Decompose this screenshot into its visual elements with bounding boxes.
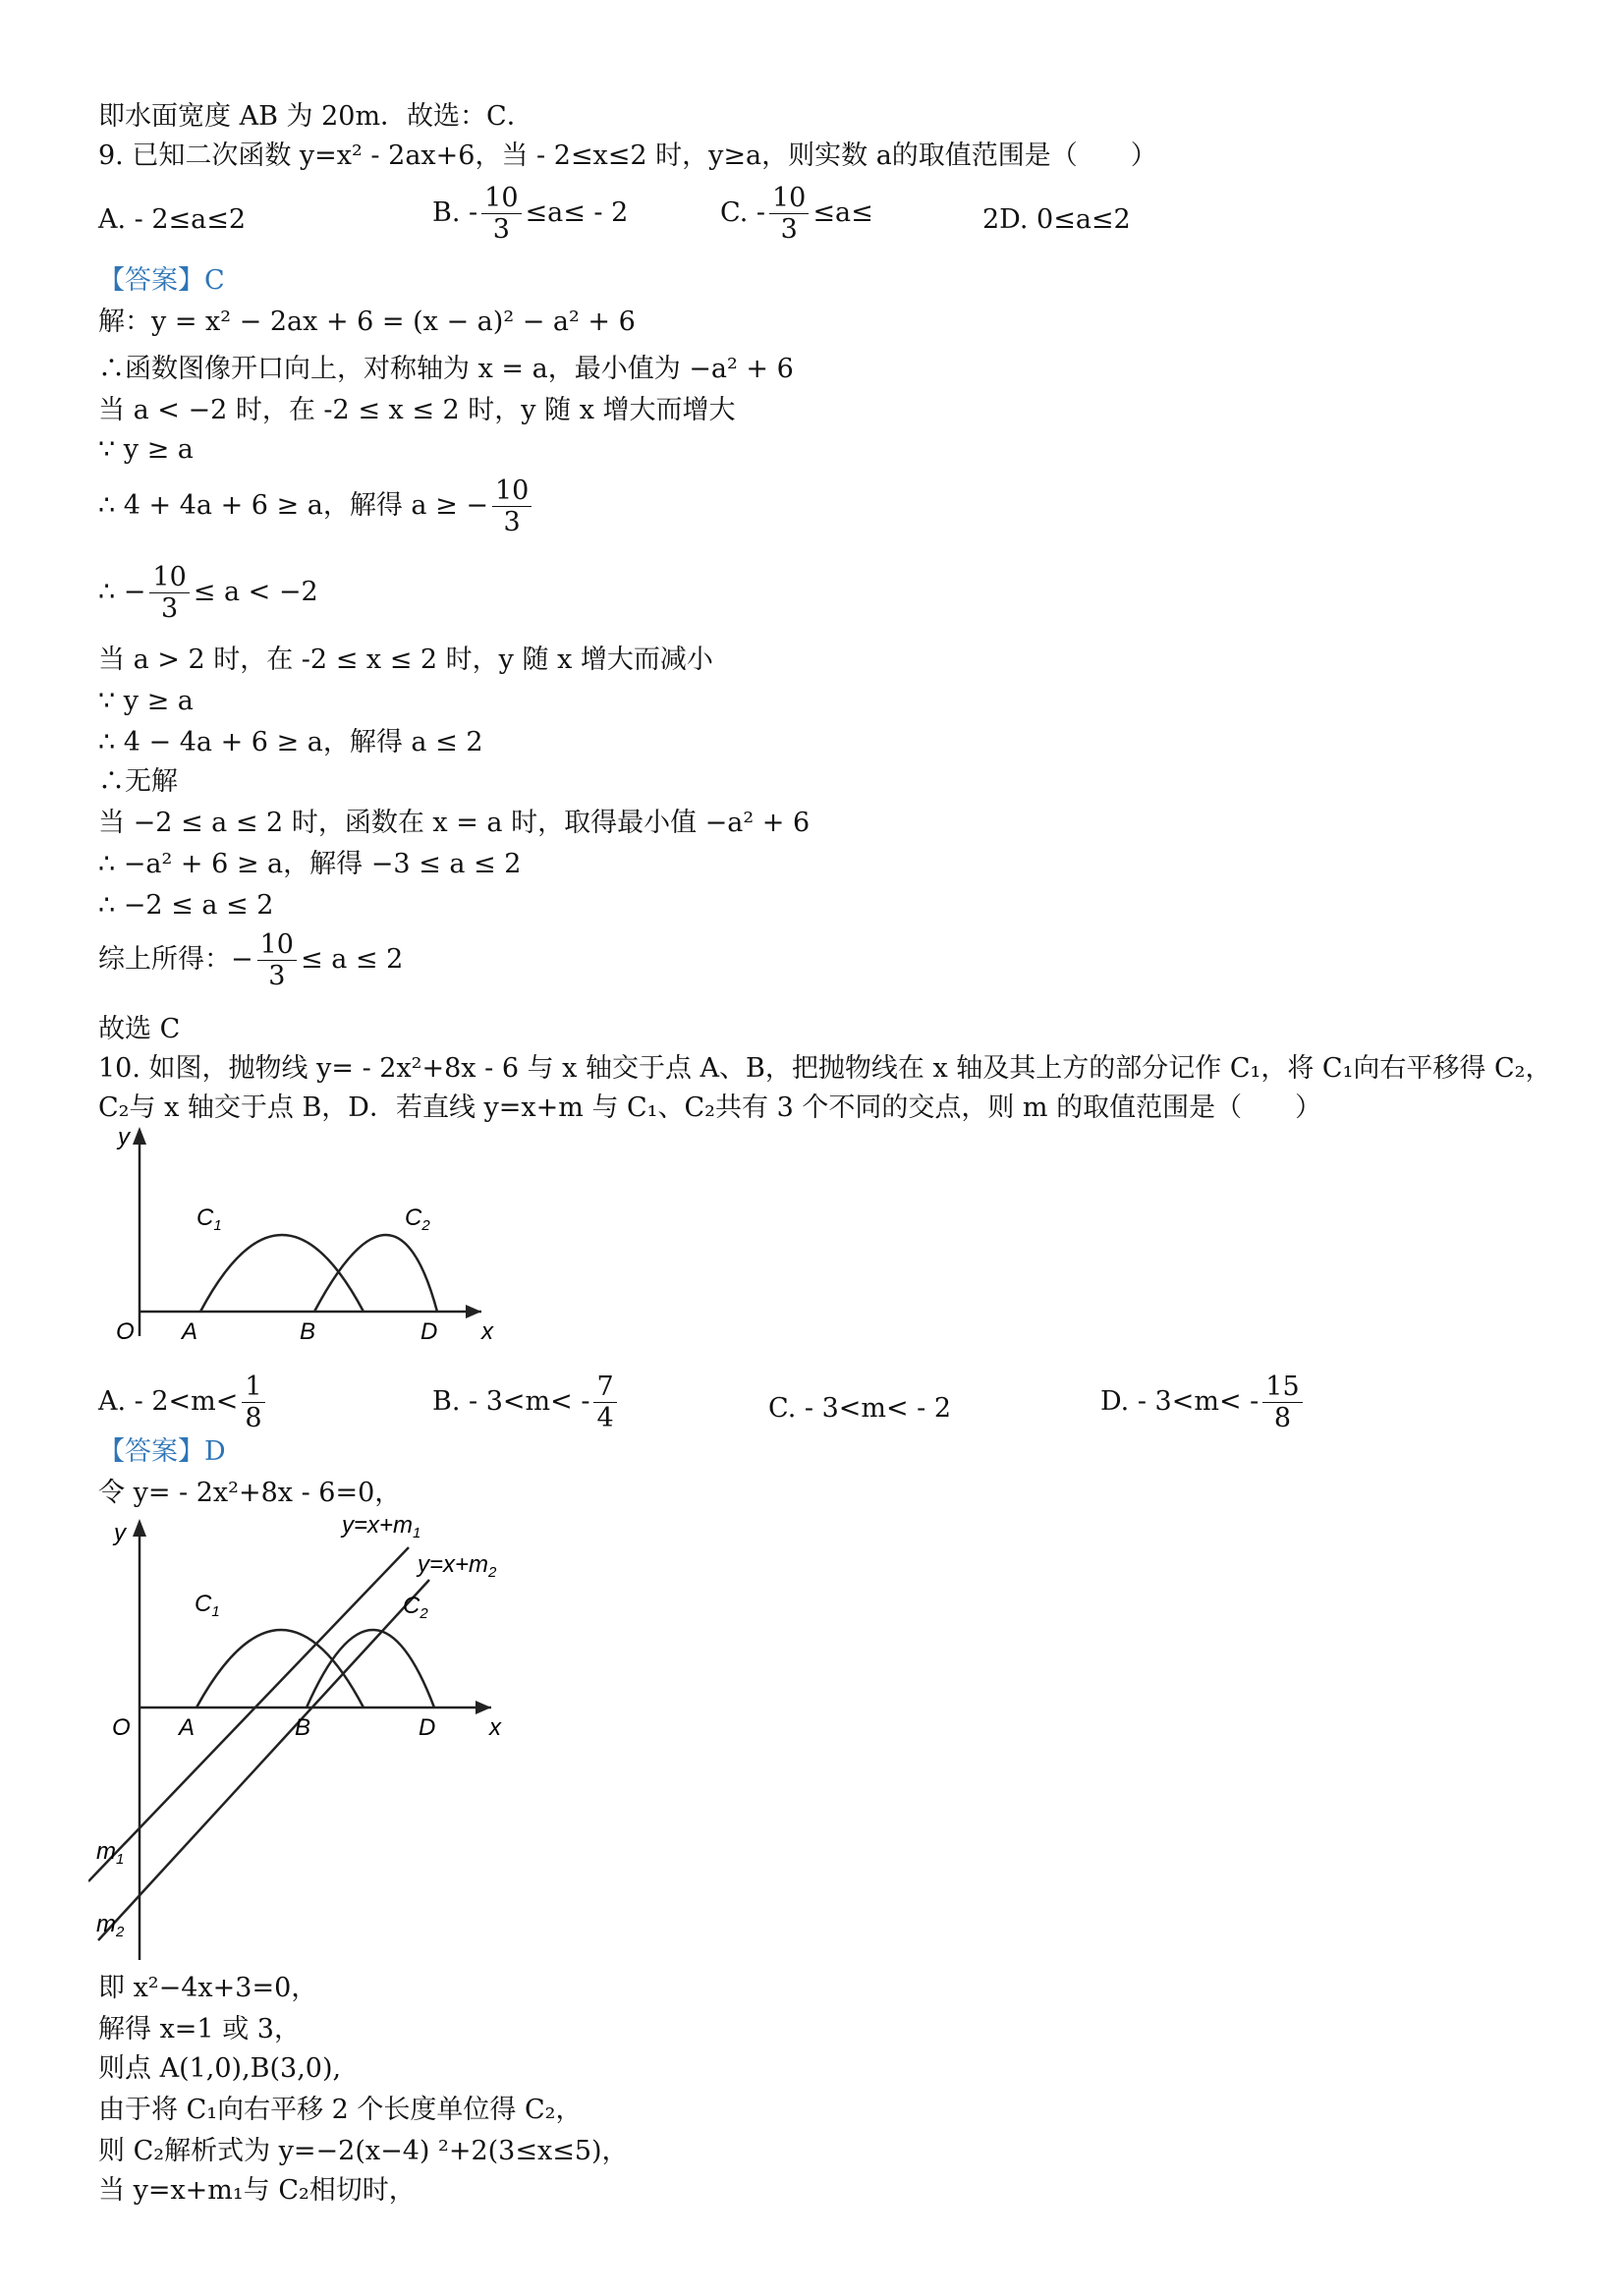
question-10-cont: C₂与 x 轴交于点 B，D．若直线 y=x+m 与 C₁、C₂共有 3 个不同的交点，则 m 的取值范围是（ ）: [98, 1092, 1322, 1123]
point-d-label: D: [419, 1714, 436, 1741]
solution-text: ≤ a ≤ 2: [300, 944, 404, 976]
solution-line: 令 y= - 2x²+8x - 6=0，: [98, 1478, 402, 1508]
solution-line: [98, 476, 535, 537]
solution-line: ∵ y ≥ a: [98, 686, 194, 716]
fraction: $\frac{10}{3}$: [481, 183, 521, 245]
solution-line: 当 y=x+m₁与 C₂相切时，: [98, 2175, 416, 2206]
option-a: A. - 2≤a≤2: [98, 204, 247, 235]
solution-line: 则 C₂解析式为 y=−2(x−4) ²+2(3≤x≤5)，: [98, 2136, 629, 2166]
c2-label: $C_2$: [403, 1593, 428, 1622]
solution-text: 综上所得：−: [98, 944, 253, 976]
fraction: $\frac{1}{8}$: [242, 1372, 264, 1433]
solution-line: 即 x²−4x+3=0，: [98, 1973, 318, 2003]
option-d-text: D. - 3<m< -: [1100, 1386, 1259, 1418]
solution-text: ∴ −: [98, 577, 146, 608]
fraction: $\frac{7}{4}$: [593, 1372, 616, 1433]
solution-line: 当 −2 ≤ a ≤ 2 时，函数在 x = a 时，取得最小值 −a² + 6: [98, 808, 811, 838]
solution-line: 当 a < −2 时，在 -2 ≤ x ≤ 2 时，y 随 x 增大而增大: [98, 395, 736, 425]
point-b-label: B: [300, 1318, 316, 1345]
fraction: $\frac{15}{8}$: [1262, 1372, 1302, 1433]
option-c-suffix: ≤a≤: [812, 197, 873, 229]
solution-text: ∴ 4 + 4a + 6 ≥ a，解得 a ≥ −: [98, 490, 488, 522]
point-b-label: B: [295, 1714, 311, 1741]
fraction: $\frac{10}{3}$: [257, 929, 297, 991]
line-m1: [88, 1547, 409, 1881]
origin-label: O: [112, 1714, 131, 1741]
solution-text: ≤ a < −2: [193, 577, 318, 608]
solution-line: [98, 929, 403, 991]
option-b: [432, 1372, 621, 1433]
point-d-label: D: [420, 1318, 438, 1345]
solution-line: 解得 x=1 或 3，: [98, 2014, 301, 2044]
question-10: 10. 如图，抛物线 y= - 2x²+8x - 6 与 x 轴交于点 A、B，把抛物线在 x 轴及其上方的部分记作 C₁，将 C₁向右平移得 C₂，: [98, 1053, 1552, 1084]
x-axis-label: x: [489, 1714, 501, 1741]
solution-line: ∴函数图像开口向上，对称轴为 x = a，最小值为 −a² + 6: [98, 354, 794, 384]
c1-label: $C_1$: [196, 1204, 222, 1234]
solution-line: 解：y = x² − 2ax + 6 = (x − a)² − a² + 6: [98, 307, 636, 337]
option-c-prefix: C. -: [720, 197, 765, 229]
solution-line: [98, 562, 318, 624]
x-axis-label: x: [481, 1318, 493, 1345]
figure-tangent-lines: [88, 1503, 540, 1965]
fraction: $\frac{10}{3}$: [492, 476, 532, 537]
solution-line: ∴ 4 − 4a + 6 ≥ a，解得 a ≤ 2: [98, 727, 483, 757]
line-m2-label: $y=x+m_2$: [418, 1551, 497, 1581]
option-b: [432, 183, 628, 245]
option-b-prefix: B. -: [432, 197, 478, 229]
solution-line: 当 a > 2 时，在 -2 ≤ x ≤ 2 时，y 随 x 增大而减小: [98, 644, 713, 675]
answer-label-9: 【答案】C: [98, 265, 225, 296]
c2-label: $C_2$: [405, 1204, 430, 1234]
m2-label: $m_2$: [96, 1911, 125, 1940]
c2-curve: [314, 1235, 437, 1312]
m1-label: $m_1$: [96, 1838, 125, 1868]
solution-line: ∵ y ≥ a: [98, 434, 194, 465]
option-c: C. - 3<m< - 2: [768, 1393, 952, 1424]
fraction: $\frac{10}{3}$: [769, 183, 809, 245]
solution-line: 故选 C: [98, 1014, 181, 1044]
y-axis-label: y: [114, 1520, 126, 1546]
option-d: 2D. 0≤a≤2: [982, 204, 1131, 235]
option-b-text: B. - 3<m< -: [432, 1386, 590, 1418]
solution-line: ∴ −2 ≤ a ≤ 2: [98, 890, 274, 921]
option-b-suffix: ≤a≤ - 2: [525, 197, 629, 229]
option-a-text: A. - 2<m<: [98, 1386, 239, 1418]
line-m1-label: $y=x+m_1$: [342, 1512, 421, 1541]
solution-line: ∴ −a² + 6 ≥ a，解得 −3 ≤ a ≤ 2: [98, 849, 522, 879]
c1-label: $C_1$: [195, 1591, 220, 1620]
text-line: 即水面宽度 AB 为 20m．故选：C．: [98, 101, 533, 132]
question-9: 9. 已知二次函数 y=x² - 2ax+6，当 - 2≤x≤2 时，y≥a，则实数 a的取值范围是（ ）: [98, 140, 1157, 171]
option-a: [98, 1372, 269, 1433]
fraction: $\frac{10}{3}$: [149, 562, 189, 624]
option-d: [1100, 1372, 1307, 1433]
answer-label-10: 【答案】D: [98, 1436, 226, 1467]
point-a-label: A: [182, 1318, 198, 1345]
point-a-label: A: [179, 1714, 196, 1741]
y-axis-label: y: [118, 1124, 130, 1150]
figure-parabolas: [88, 1115, 521, 1351]
solution-line: 由于将 C₁向右平移 2 个长度单位得 C₂，: [98, 2095, 583, 2125]
origin-label: O: [116, 1318, 135, 1345]
solution-line: ∴无解: [98, 766, 178, 797]
solution-line: 则点 A(1,0),B(3,0),: [98, 2053, 342, 2084]
option-c: [720, 183, 873, 245]
